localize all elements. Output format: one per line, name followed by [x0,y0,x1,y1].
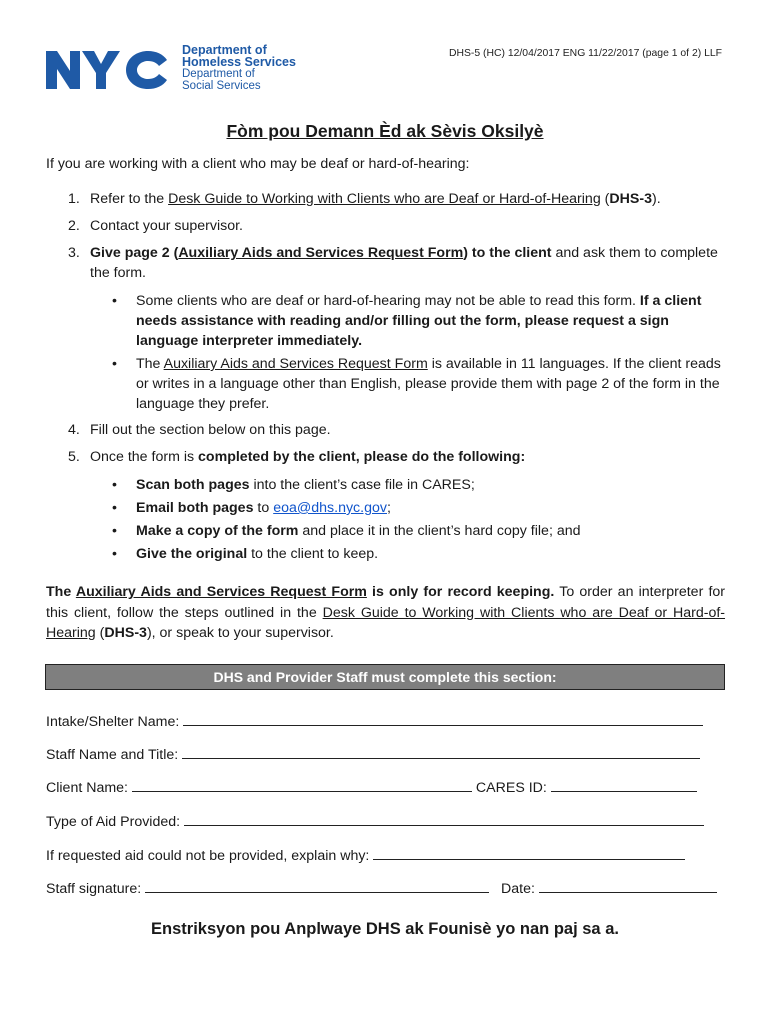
bullet-item [112,544,724,564]
step-5 [68,447,724,467]
not-provided-input[interactable] [373,845,685,860]
step-bold: Give page 2 ( [90,245,179,261]
field-label: Intake/Shelter Name: [46,714,180,730]
doc-code: DHS-3 [609,191,652,207]
step-text: ). [651,191,661,207]
email-link[interactable]: eoa@dhs.nyc.gov [273,500,387,516]
bullet-text: is available in 11 languages. If the client reads or writes in a language other than English, please provide them with page 2 of the form in the language they prefer. [136,356,721,412]
signature-field [46,878,717,898]
cares-id-input[interactable] [551,777,697,792]
logo-line-2: Homeless Services [182,55,296,69]
intake-shelter-input[interactable] [183,711,703,726]
client-name-input[interactable] [132,777,472,792]
bullet-text: into the client’s case file in CARES; [249,477,475,493]
bullet-item [112,521,724,541]
closing-text: ), or speak to your supervisor. [146,625,334,641]
closing-bold: is only for record keeping. [366,584,555,600]
agency-name [182,44,296,92]
request-form-link[interactable]: Auxiliary Aids and Services Request Form [75,584,367,600]
bullet-icon: • [112,293,117,309]
step-text: Fill out the section below on this page. [90,422,331,438]
intro-text: If you are working with a client who may be deaf or hard-of-hearing: [46,156,470,172]
field-label: If requested aid could not be provided, explain why: [46,848,370,864]
footer-instructions: Enstriksyon pou Anplwaye DHS ak Founisè yo nan paj sa a. [151,920,619,938]
client-name-field [46,777,697,797]
step-bold: ) to the client [463,245,552,261]
field-label: Staff signature: [46,881,142,897]
staff-name-input[interactable] [182,744,700,759]
page-title [0,121,770,142]
step-number: 5. [68,449,80,465]
step-number: 4. [68,422,80,438]
bullet-text: The [136,356,164,372]
bullet-bold: Make a copy of the form [136,523,299,539]
closing-bold: The [46,584,76,600]
bullet-icon: • [112,500,117,516]
intake-shelter-field [46,711,703,731]
bullet-text: to the client to keep. [247,546,379,562]
request-form-link[interactable]: Auxiliary Aids and Services Request Form [163,356,428,372]
nyc-logo-icon [44,47,172,93]
date-input[interactable] [539,878,717,893]
staff-name-field [46,744,700,764]
logo-line-1: Department of [182,43,267,57]
desk-guide-link[interactable]: Desk Guide to Working with Clients who are Deaf or Hard-of-Hearing [168,191,601,207]
step-text: ( [600,191,610,207]
field-label: CARES ID: [475,780,547,796]
step-text: Refer to the [90,191,169,207]
desk-guide-link[interactable]: Desk Guide to Working with Clients who are Deaf or Hard-of-Hearing [46,604,726,641]
bullet-text: ; [386,500,391,516]
bullet-text: Some clients who are deaf or hard-of-hearing may not be able to read this form. [136,293,640,309]
form-code: DHS-5 (HC) 12/04/2017 ENG 11/22/2017 (page 1 of 2) LLF [448,48,722,59]
field-label: Date: [501,881,535,897]
step-text: Contact your supervisor. [90,218,243,234]
logo-line-3: Department of [182,68,255,80]
bullet-icon: • [112,356,117,372]
aid-type-input[interactable] [184,811,704,826]
bullet-icon: • [112,477,117,493]
aid-type-field [46,811,704,831]
closing-paragraph [46,582,725,644]
bullet-bold: Scan both pages [136,477,250,493]
step-text: Once the form is [90,449,199,465]
step-4 [68,420,724,440]
closing-text: To order an interpreter for this client, follow the steps outlined in the [46,584,726,621]
not-provided-field [46,845,685,865]
bullet-bold: Give the original [136,546,248,562]
nyc-dhs-logo [44,44,304,100]
step-3 [68,243,724,283]
bullet-item [112,354,724,414]
field-label: Type of Aid Provided: [46,814,181,830]
step-bold: completed by the client, please do the following: [198,449,526,465]
bullet-text: to [253,500,274,516]
bullet-text: and place it in the client’s hard copy file; and [298,523,581,539]
request-form-link[interactable]: Auxiliary Aids and Services Request Form [178,245,464,261]
logo-line-4: Social Services [182,80,261,92]
step-number: 2. [68,218,80,234]
staff-section-header: DHS and Provider Staff must complete this section: [45,664,725,690]
step-number: 3. [68,245,80,261]
step-number: 1. [68,191,80,207]
doc-code: DHS-3 [104,625,147,641]
signature-input[interactable] [145,878,489,893]
bullet-icon: • [112,523,117,539]
bullet-icon: • [112,546,117,562]
field-label: Client Name: [46,780,129,796]
bullet-item [112,291,724,351]
bullet-item [112,498,724,518]
bullet-bold: Email both pages [136,500,254,516]
field-label: Staff Name and Title: [46,747,179,763]
step-2 [68,216,724,236]
closing-text: ( [95,625,105,641]
step-1 [68,189,724,209]
step-text: and ask them to complete the form. [90,245,718,281]
bullet-bold: If a client needs assistance with reading and/or filling out the form, please request a sign language interpreter immediately. [136,293,702,349]
title-text: Fòm pou Demann Èd ak Sèvis Oksilyè [226,121,544,141]
bullet-item [112,475,724,495]
